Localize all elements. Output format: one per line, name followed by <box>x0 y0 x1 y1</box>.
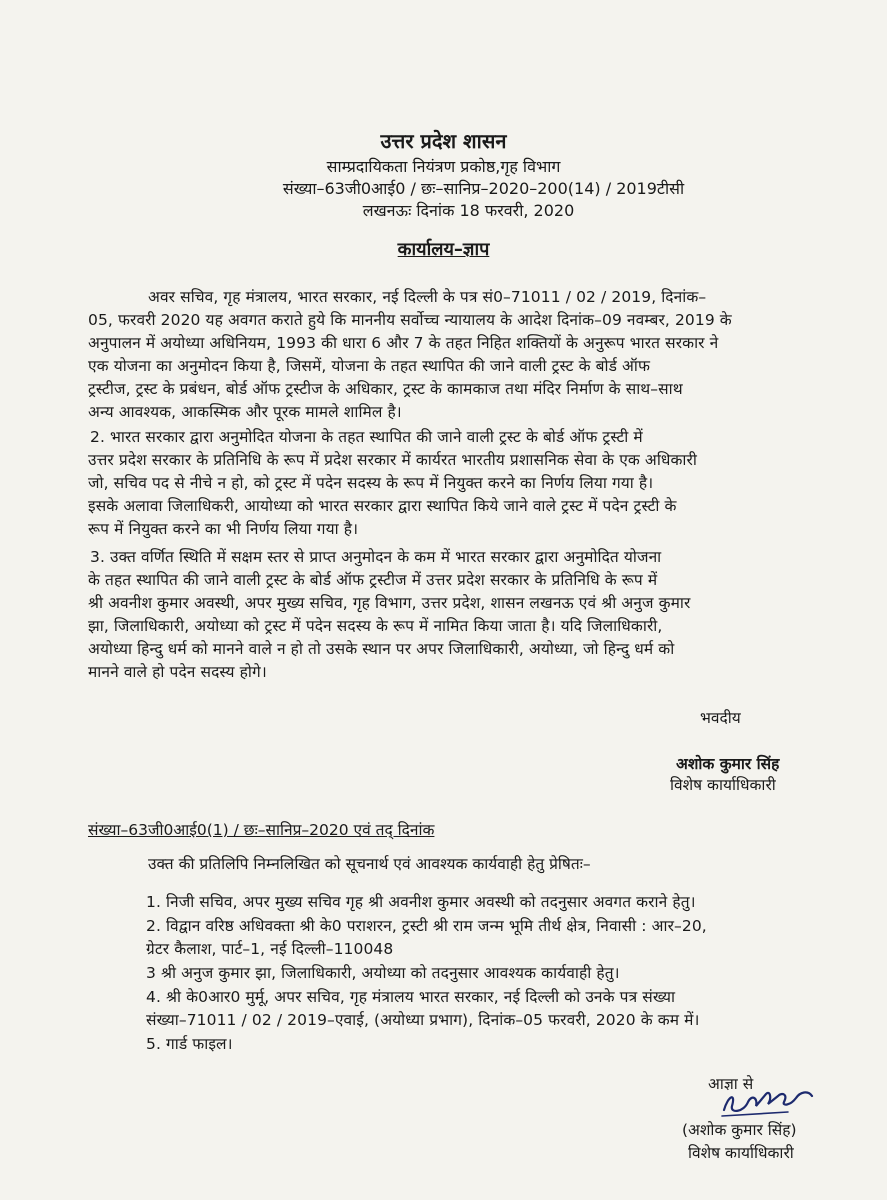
text-line: इसके अलावा जिलाधिकरी, आयोध्या को भारत सरकार द्वारा स्थापित किये जाने वाले ट्रस्ट में पदेन ट्रस्टी के <box>88 497 677 515</box>
text-line: उत्तर प्रदेश सरकार के प्रतिनिधि के रूप में प्रदेश सरकार में कार्यरत भारतीय प्रशासनिक सेवा के एक अधिकारी <box>88 451 697 469</box>
order-signatory-designation: विशेष कार्याधिकारी <box>688 1144 794 1162</box>
list-item: संख्या–71011 / 02 / 2019–एवाई, (अयोध्या प्रभाग), दिनांक–05 फरवरी, 2020 के कम में। <box>146 1011 700 1029</box>
department-name: साम्प्रदायिकता नियंत्रण प्रकोष्ठ,गृह विभाग <box>326 157 561 176</box>
text-line: अनुपालन में अयोध्या अधिनियम, 1993 की धारा 6 और 7 के तहत निहित शक्तियों के अनुरूप भारत सरकार ने <box>88 334 719 352</box>
handwritten-signature <box>718 1076 818 1120</box>
yours-faithfully: भवदीय <box>700 709 741 727</box>
list-item: 4. श्री के0आर0 मुर्मू, अपर सचिव, गृह मंत्रालय भारत सरकार, नई दिल्ली को उनके पत्र संख्या <box>146 988 676 1006</box>
text-line: 3. उक्त वर्णित स्थिति में सक्षम स्तर से प्राप्त अनुमोदन के कम में भारत सरकार द्वारा अनुमोदित योजना <box>90 548 662 566</box>
place-date: लखनऊः दिनांक 18 फरवरी, 2020 <box>362 201 575 220</box>
memo-title: कार्यालय–ज्ञाप <box>397 239 490 260</box>
order-signatory-name: (अशोक कुमार सिंह) <box>682 1121 797 1139</box>
list-item: ग्रेटर कैलाश, पार्ट–1, नई दिल्ली–110048 <box>146 940 394 958</box>
list-item: 2. विद्वान वरिष्ठ अधिवक्ता श्री के0 पराशरन, ट्रस्टी श्री राम जन्म भूमि तीर्थ क्षेत्र, निवासी : आर–20, <box>146 917 707 935</box>
text-line: रूप में नियुक्त करने का भी निर्णय लिया गया है। <box>88 520 359 538</box>
text-line: के तहत स्थापित की जाने वाली ट्रस्ट के बोर्ड ऑफ ट्रस्टीज में उत्तर प्रदेश सरकार के प्रतिनिधि के रूप में <box>88 571 658 589</box>
text-line: श्री अवनीश कुमार अवस्थी, अपर मुख्य सचिव, गृह विभाग, उत्तर प्रदेश, शासन लखनऊ एवं श्री अनुज कुमार <box>88 594 691 612</box>
text-line: मानने वाले हो पदेन सदस्य होगे। <box>88 663 267 681</box>
signatory-designation: विशेष कार्याधिकारी <box>670 776 776 794</box>
govt-heading: उत्तर प्रदेश शासन <box>380 129 507 153</box>
text-line: 2. भारत सरकार द्वारा अनुमोदित योजना के तहत स्थापित की जाने वाली ट्रस्ट के बोर्ड ऑफ ट्रस्टी में <box>90 428 643 446</box>
text-line: झा, जिलाधिकारी, अयोध्या को ट्रस्ट में पदेन सदस्य के रूप में नामित किया जाता है। यदि जिलाधिकारी, <box>88 617 663 635</box>
text-line: 05, फरवरी 2020 यह अवगत कराते हुये कि माननीय सर्वोच्च न्यायालय के आदेश दिनांक–09 नवम्बर, 2019 के <box>88 311 732 329</box>
text-line: एक योजना का अनुमोदन किया है, जिसमें, योजना के तहत स्थापित की जाने वाली ट्रस्ट के बोर्ड ऑफ <box>88 357 651 375</box>
by-order: आज्ञा से <box>708 1075 754 1093</box>
list-item: 3 श्री अनुज कुमार झा, जिलाधिकारी, अयोध्या को तदनुसार आवश्यक कार्यवाही हेतु। <box>146 964 620 982</box>
copy-intro: उक्त की प्रतिलिपि निम्नलिखित को सूचनार्थ एवं आवश्यक कार्यवाही हेतु प्रेषितः– <box>148 855 591 873</box>
text-line: अयोध्या हिन्दु धर्म को मानने वाले न हो तो उसके स्थान पर अपर जिलाधिकारी, अयोध्या, जो हिन्दु धर्म को <box>88 640 675 658</box>
signatory-name: अशोक कुमार सिंह <box>676 755 780 773</box>
reference-number: संख्या–63जी0आई0 / छः–सानिप्र–2020–200(14) / 2019टीसी <box>282 179 685 198</box>
text-line: जो, सचिव पद से नीचे न हो, को ट्रस्ट में पदेन सदस्य के रूप में नियुक्त करने का निर्णय लिया गया है। <box>88 474 654 492</box>
list-item: 1. निजी सचिव, अपर मुख्य सचिव गृह श्री अवनीश कुमार अवस्थी को तदनुसार अवगत कराने हेतु। <box>146 893 696 911</box>
text-line: अन्य आवश्यक, आकस्मिक और पूरक मामले शामिल है। <box>88 403 402 421</box>
list-item: 5. गार्ड फाइल। <box>146 1035 233 1053</box>
text-line: ट्रस्टीज, ट्रस्ट के प्रबंधन, बोर्ड ऑफ ट्रस्टीज के अधिकार, ट्रस्ट के कामकाज तथा मंदिर निर्माण के साथ–साथ <box>88 380 683 398</box>
copy-reference: संख्या–63जी0आई0(1) / छः–सानिप्र–2020 एवं तद् दिनांक <box>88 821 435 839</box>
text-line: अवर सचिव, गृह मंत्रालय, भारत सरकार, नई दिल्ली के पत्र सं0–71011 / 02 / 2019, दिनांक– <box>148 288 707 306</box>
